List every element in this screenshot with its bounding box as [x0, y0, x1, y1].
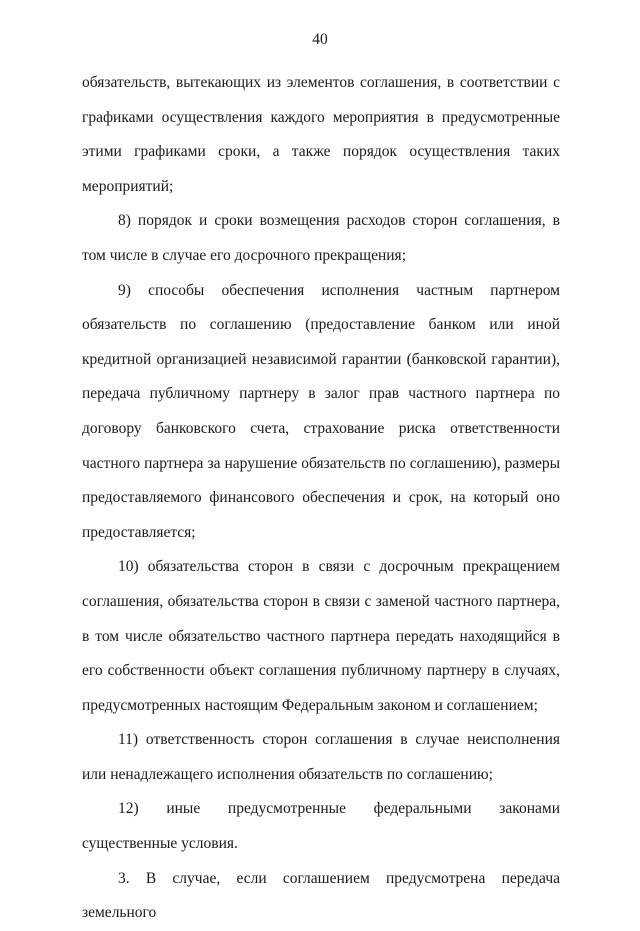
page-number: 40: [312, 31, 328, 48]
paragraph-item-10: 10) обязательства сторон в связи с досрочным прекращением соглашения, обязательства сторон в связи с заменой частного партнера, в том числе обязательство частного партнера передать находящийся в его собственности объект соглашения публичному партнеру в случаях, предусмотренных настоящим Федеральным законом и соглашением;: [82, 558, 560, 714]
body-text: [82, 66, 560, 931]
paragraph-item-8: 8) порядок и сроки возмещения расходов сторон соглашения, в том числе в случае его досрочного прекращения;: [82, 212, 560, 264]
paragraph-part-3: 3. В случае, если соглашением предусмотрена передача земельного: [82, 869, 560, 922]
paragraph-continuation: обязательств, вытекающих из элементов соглашения, в соответствии с графиками осуществления каждого мероприятия в предусмотренные этими графиками сроки, а также порядок осуществления таких мероприятий;: [82, 74, 560, 195]
paragraph-item-11: 11) ответственность сторон соглашения в случае неисполнения или ненадлежащего исполнения обязательств по соглашению;: [82, 731, 560, 783]
paragraph-item-12: 12) иные предусмотренные федеральными законами существенные условия.: [82, 800, 560, 853]
paragraph-item-9: 9) способы обеспечения исполнения частным партнером обязательств по соглашению (предоставление банком или иной кредитной организацией независимой гарантии (банковской гарантии), передача публичному партнеру в залог прав частного партнера по договору банковского счета, страхование риска ответственности частного партнера за нарушение обязательств по соглашению), размеры предоставляемого финансового обеспечения и срок, на который оно предоставляется;: [82, 281, 560, 541]
